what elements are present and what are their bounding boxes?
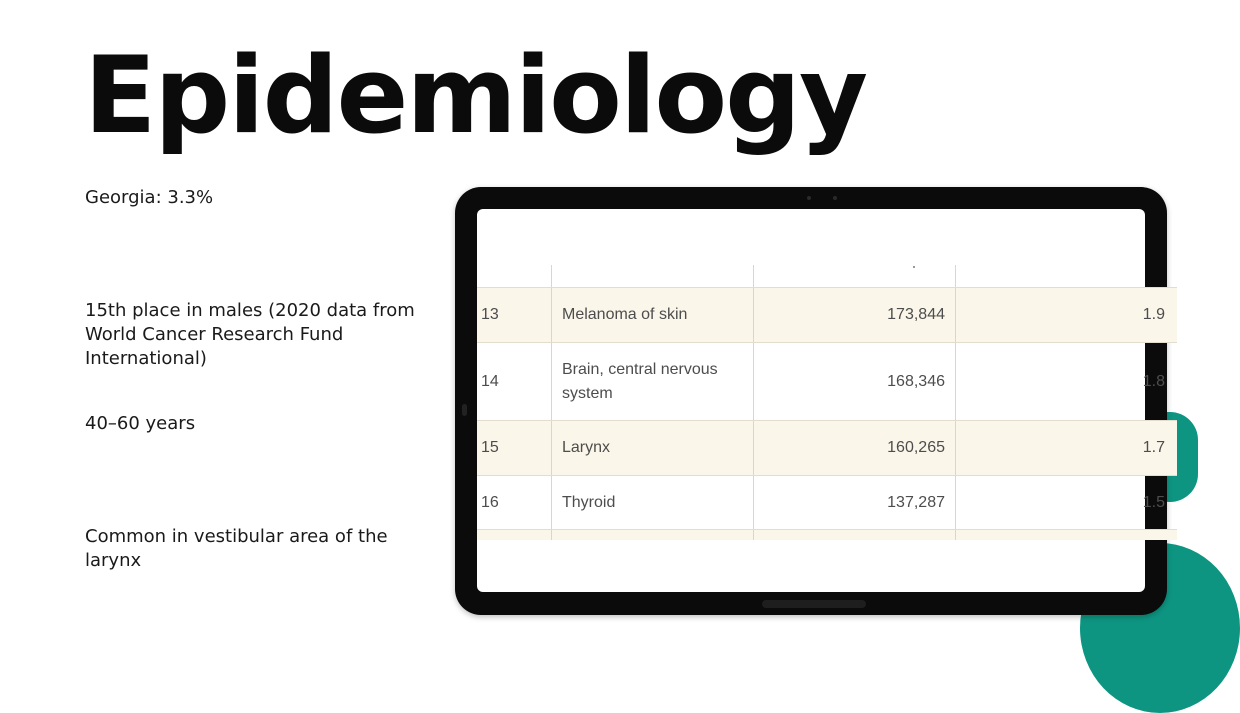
bullet-location: Common in vestibular area of the larynx bbox=[85, 526, 388, 571]
rank-cell: 15 bbox=[481, 439, 499, 456]
bullet-global-rank: 15th place in males (2020 data from World Cancer Research Fund International) bbox=[85, 300, 415, 369]
table-row-cropped bbox=[477, 530, 1177, 540]
table-header-row-cropped bbox=[477, 265, 1177, 288]
cancer-name-cell: Thyroid bbox=[551, 476, 753, 529]
rank-cell: 16 bbox=[481, 493, 499, 511]
cases-cell: 173,844 bbox=[753, 288, 955, 342]
table-row bbox=[477, 476, 1177, 530]
cases-cell: 168,346 bbox=[753, 343, 955, 420]
cancer-name-cell: Melanoma of skin bbox=[551, 288, 753, 342]
percent-cell: 1.8 bbox=[955, 343, 1155, 420]
bullet-age-range: 40–60 years bbox=[85, 413, 196, 434]
camera-lens-icon bbox=[833, 196, 837, 200]
percent-cell: 1.7 bbox=[955, 421, 1155, 475]
camera-dot-icon bbox=[807, 196, 811, 200]
slide-title: Epidemiology bbox=[84, 34, 867, 157]
tablet-screen bbox=[477, 209, 1165, 592]
cancer-name-cell: Brain, central nervous system bbox=[551, 343, 753, 420]
home-indicator-bar bbox=[762, 600, 866, 608]
cases-cell: 160,265 bbox=[753, 421, 955, 475]
percent-cell: 1.5 bbox=[955, 476, 1155, 529]
table-row bbox=[477, 421, 1177, 476]
bullet-georgia-rate: Georgia: 3.3% bbox=[85, 187, 214, 208]
percent-cell: 1.9 bbox=[955, 288, 1155, 342]
table-row bbox=[477, 288, 1177, 343]
cases-cell: 137,287 bbox=[753, 476, 955, 529]
tablet-device-frame bbox=[455, 187, 1167, 615]
rank-cell: 13 bbox=[481, 306, 499, 323]
cancer-name-cell: Larynx bbox=[551, 421, 753, 475]
side-button bbox=[462, 404, 467, 416]
table-row bbox=[477, 343, 1177, 421]
cancer-ranking-table bbox=[477, 265, 1177, 540]
rank-cell: 14 bbox=[481, 372, 499, 390]
